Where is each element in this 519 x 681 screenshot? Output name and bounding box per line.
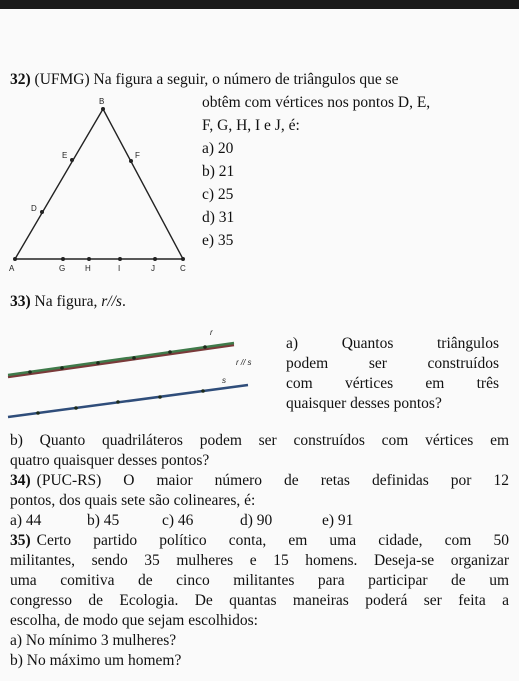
q35-item-a: a) No mínimo 3 mulheres?	[10, 632, 177, 649]
point-r-4	[132, 356, 136, 360]
q33-a-line1: a) Quantos triângulos	[286, 335, 499, 352]
point-r-2	[60, 366, 64, 370]
point-s-4	[158, 395, 162, 399]
label-s: s	[222, 376, 226, 385]
q34-option-d: d) 90	[240, 512, 273, 529]
point-a	[13, 257, 17, 261]
q32-line1: (UFMG) Na figura a seguir, o número de triângulos que se	[34, 71, 399, 88]
point-s-2	[74, 406, 78, 410]
point-r-3	[96, 361, 100, 365]
q32-number: 32)	[10, 71, 31, 88]
point-e	[70, 158, 74, 162]
label-h: H	[85, 264, 91, 273]
point-r-1	[28, 370, 32, 374]
q32-line3: F, G, H, I e J, é:	[202, 117, 300, 134]
q34-number: 34)	[10, 472, 31, 489]
label-parallel: r // s	[236, 358, 252, 367]
q35-line5: escolha, de modo que sejam escolhidos:	[10, 612, 258, 629]
q34-option-c: c) 46	[162, 512, 194, 529]
q34-option-e: e) 91	[322, 512, 354, 529]
q35-line2: militantes, sendo 35 mulheres e 15 homens. Deseja-se organizar	[10, 552, 509, 569]
q32-option-a: a) 20	[202, 140, 234, 157]
q33-b-line2: quatro quaisquer desses pontos?	[10, 452, 210, 469]
label-a: A	[9, 264, 15, 273]
parallel-lines-figure	[0, 315, 270, 423]
point-h	[87, 257, 91, 261]
line-r	[8, 343, 234, 375]
point-j	[153, 257, 157, 261]
triangle-figure	[0, 94, 200, 274]
line-r-shadow	[8, 345, 234, 377]
label-j: J	[151, 264, 155, 273]
point-f	[129, 159, 133, 163]
q35-line1: Certo partido político conta, em uma cidade, com 50	[36, 532, 509, 549]
q34-line2: pontos, dos quais sete são colineares, é:	[10, 492, 256, 509]
line-s	[8, 385, 248, 417]
q34-line1: (PUC-RS) O maior número de retas definidas por 12	[36, 472, 509, 489]
point-s-3	[116, 400, 120, 404]
label-b: B	[99, 97, 105, 106]
document-page	[0, 9, 519, 681]
q33-b-line1: b) Quanto quadriláteros podem ser construídos com vértices em	[10, 432, 509, 449]
label-g: G	[59, 264, 66, 273]
triangle-side-ab	[15, 109, 103, 259]
q34-header	[10, 471, 509, 491]
point-s-5	[201, 389, 205, 393]
q33-title-suffix: .	[121, 293, 126, 310]
q35-line3: uma comitiva de cinco militantes para participar de um	[10, 572, 509, 589]
q33-number: 33)	[10, 293, 31, 310]
q32-option-c: c) 25	[202, 186, 234, 203]
point-r-5	[168, 350, 172, 354]
label-c: C	[180, 264, 186, 273]
point-b	[101, 107, 105, 111]
label-d: D	[31, 204, 37, 213]
q32-header	[10, 70, 515, 90]
label-f: F	[135, 151, 140, 160]
q35-item-b: b) No máximo um homem?	[10, 652, 182, 669]
q33-title-italic: r//s	[101, 293, 122, 310]
point-s-1	[36, 411, 40, 415]
top-dark-bar	[0, 0, 519, 9]
q33-header	[10, 292, 126, 312]
q34-option-b: b) 45	[87, 512, 120, 529]
q35-header	[10, 531, 509, 551]
point-r-6	[203, 345, 207, 349]
q35-line4: congresso de Ecologia. De quantas maneiras poderá ser feita a	[10, 592, 509, 609]
q33-a-line4: quaisquer desses pontos?	[286, 395, 442, 412]
label-e: E	[62, 151, 68, 160]
point-c	[181, 257, 185, 261]
q35-number: 35)	[10, 532, 31, 549]
q33-a-line2: podem ser construídos	[286, 355, 499, 372]
label-r: r	[210, 328, 213, 337]
q32-option-e: e) 35	[202, 232, 234, 249]
q34-option-a: a) 44	[10, 512, 42, 529]
q32-line2: obtêm com vértices nos pontos D, E,	[202, 94, 431, 111]
label-i: I	[118, 264, 121, 273]
q32-option-d: d) 31	[202, 209, 235, 226]
point-g	[61, 257, 65, 261]
point-i	[118, 257, 122, 261]
q33-title-prefix: Na figura,	[34, 293, 102, 310]
q33-a-line3: com vértices em três	[286, 375, 499, 392]
triangle-side-bc	[103, 109, 183, 259]
point-d	[40, 210, 44, 214]
q32-option-b: b) 21	[202, 163, 235, 180]
